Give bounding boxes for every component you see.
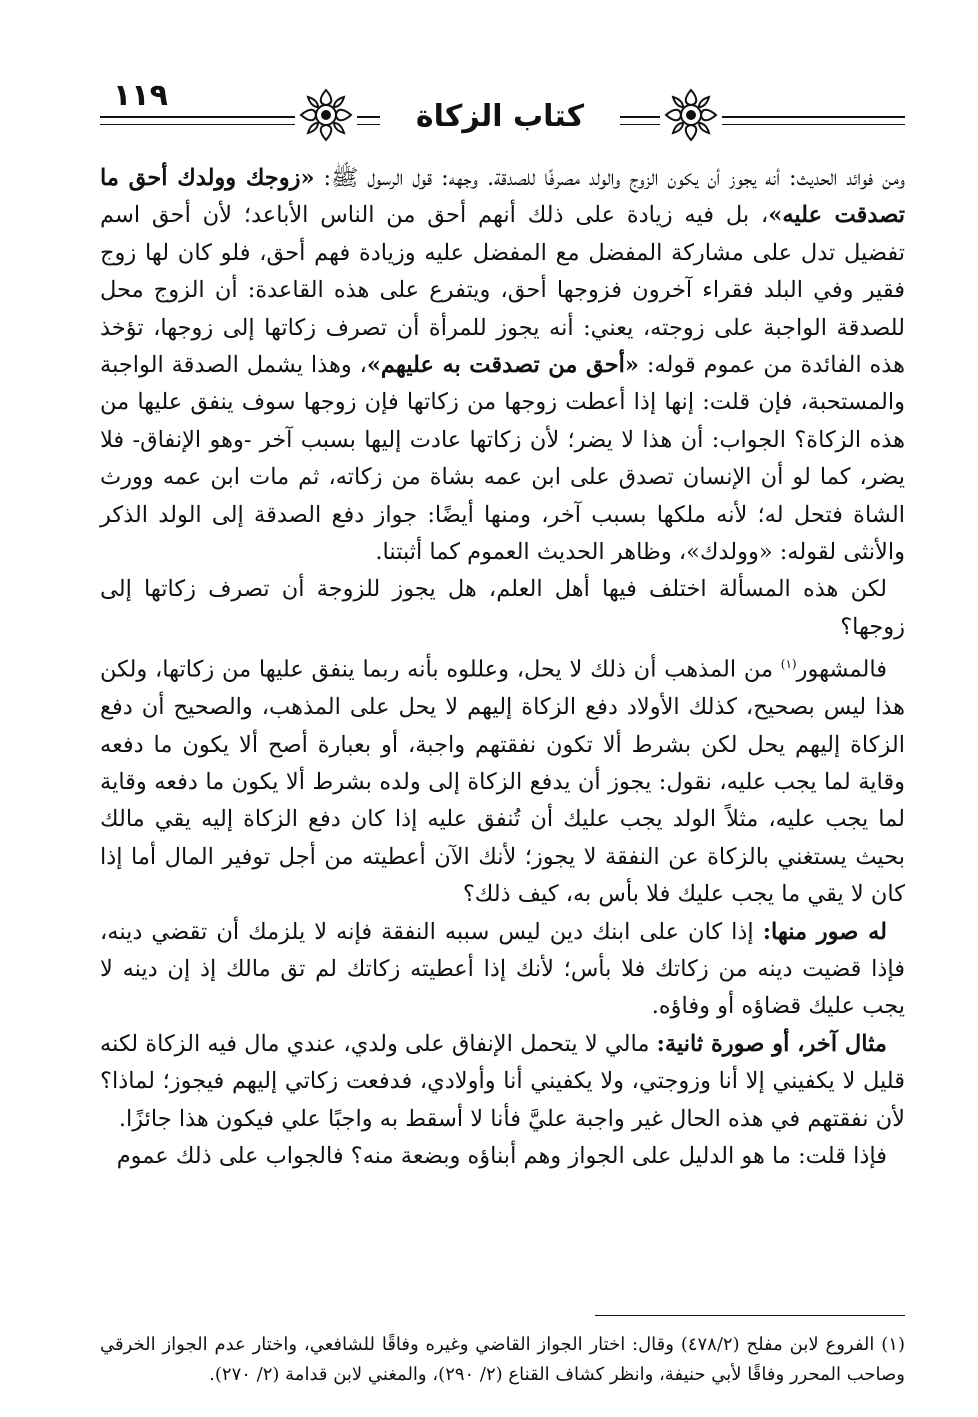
paragraph-1-text: ، وهذا يشمل الصدقة الواجبة والمستحبة، فإن قلت: إنها إذا أعطت زوجها من زكاتها فإن زوجها سوف ينفق عليها من هذه الزكاة؟ الجواب: أن هذا لا يضر؛ لأن زكاتها عادت إليها بسبب آخر -وهو الإنفاق- فلا يضر، كما لو أن الإنسان تصدق على ابن عمه بشاة من زكاته، ثم مات ابن عمه وورث الشاة فتحل له؛ لأنه ملكها بسبب آخر، ومنها أيضًا: جواز دفع الصدقة إلى الولد الذكر والأنثى لقوله: «وولدك»، وظاهر الحديث العموم كما أثبتنا. [100, 352, 905, 566]
page-header [0, 0, 978, 150]
paragraph-5-lead: مثال آخر، أو صورة ثانية: [656, 1030, 887, 1057]
running-title: كتاب الزكاة [380, 100, 620, 134]
page-number: ١١٩ [113, 78, 168, 113]
floral-ornament-icon [660, 84, 722, 146]
paragraph-1-text: ، بل فيه زيادة على ذلك أنهم أحق من الناس الأباعد؛ لأن أحق اسم تفضيل تدل على مشاركة المفضل مع المفضل عليه وزيادة فهم أحق، فلو كان لها زوج فقير وفي البلد فقراء آخرون فزوجها أحق، ويتفرع على هذه القاعدة: أن الزوج محل للصدقة الواجبة على زوجته، يعني: أنه يجوز للمرأة أن تصرف زكاتها إلى زوجها، تؤخذ هذه الفائدة من عموم قوله: [100, 202, 905, 379]
paragraph-6: فإذا قلت: ما هو الدليل على الجواز وهم أبناؤه وبضعة منه؟ فالجواب على ذلك عموم [116, 1143, 887, 1170]
footnote-text: (١) الفروع لابن مفلح (٤٧٨/٢) وقال: اختار الجواز القاضي وغيره وفاقًا للشافعي، واختار عدم الجواز الخرقي وصاحب المحرر وفاقًا لأبي حنيفة، وانظر كشاف القناع (٢/ ٢٩٠)، والمغني لابن قدامة (٢/ ٢٧٠). [100, 1334, 905, 1385]
paragraph-5 [100, 1026, 905, 1138]
paragraph-3-text: فالمشهور [796, 656, 887, 683]
main-text [100, 160, 905, 1175]
footnote-marker[interactable]: (١) [780, 657, 797, 672]
paragraph-4-text: إذا كان على ابنك دين ليس سببه النفقة فإنه لا يلزمك أن تقضي دينه، فإذا قضيت دينه من زكاتك فلا بأس؛ لأنك إذا أعطيته زكاتك لم تق مالك إذ إن دينه لا يجب عليك قضاؤه أو وفاؤه. [100, 918, 905, 1020]
paragraph-3 [100, 646, 905, 913]
paragraph-4 [100, 914, 905, 1026]
hadith-quote: «أحق من تصدقت به عليهم» [366, 352, 639, 379]
paragraph-4-lead: له صور منها: [762, 918, 887, 945]
floral-ornament-icon [295, 84, 357, 146]
footnote-divider [595, 1315, 905, 1316]
hadith-quote: «زوجك وولدك أحق ما تصدقت عليه» [100, 165, 905, 229]
paragraph-1-text: ومن فوائد الحديث: أنه يجوز أن يكون الزوج والولد مصرفًا للصدقة. وجهه: قول الرسول ﷺ: [314, 165, 905, 191]
footnote [100, 1330, 905, 1390]
paragraph-5-text: مالي لا يتحمل الإنفاق على ولدي، عندي مال فيه الزكاة لكنه قليل لا يكفيني إلا أنا وزوجتي، ولا يكفيني أنا وأولادي، فدفعت زكاتي إليهم فيجوز؛ لماذا؟ لأن نفقتهم في هذه الحال غير واجبة عليَّ فأنا لا أسقط به واجبًا علي فيكون هذا جائزًا. [100, 1030, 905, 1132]
paragraph-2: لكن هذه المسألة اختلف فيها أهل العلم، هل يجوز للزوجة أن تصرف زكاتها إلى زوجها؟ [100, 576, 905, 640]
paragraph-3-text: من المذهب أن ذلك لا يحل، وعللوه بأنه ربما ينفق عليها من زكاتها، ولكن هذا ليس بصحيح، كذلك الأولاد دفع الزكاة إليهم لا يحل على المذهب، والصحيح أن دفع الزكاة إليهم يحل لكن بشرط ألا تكون نفقتهم واجبة، أو بعبارة أصح ألا يكون ما دفعه وقاية لما يجب عليه، نقول: يجوز أن يدفع الزكاة إلى ولده بشرط ألا يكون ما دفعه وقاية لما يجب عليه، مثلاً الولد يجب عليك أن تُنفق عليه إذا كان دفع الزكاة إليه يقي مالك بحيث يستغني بالزكاة عن النفقة لا يجوز؛ لأنك الآن أعطيته من أجل توفير المال أما إذا كان لا يقي ما يجب عليك فلا بأس به، كيف ذلك؟ [100, 656, 905, 908]
paragraph-1 [100, 160, 905, 571]
